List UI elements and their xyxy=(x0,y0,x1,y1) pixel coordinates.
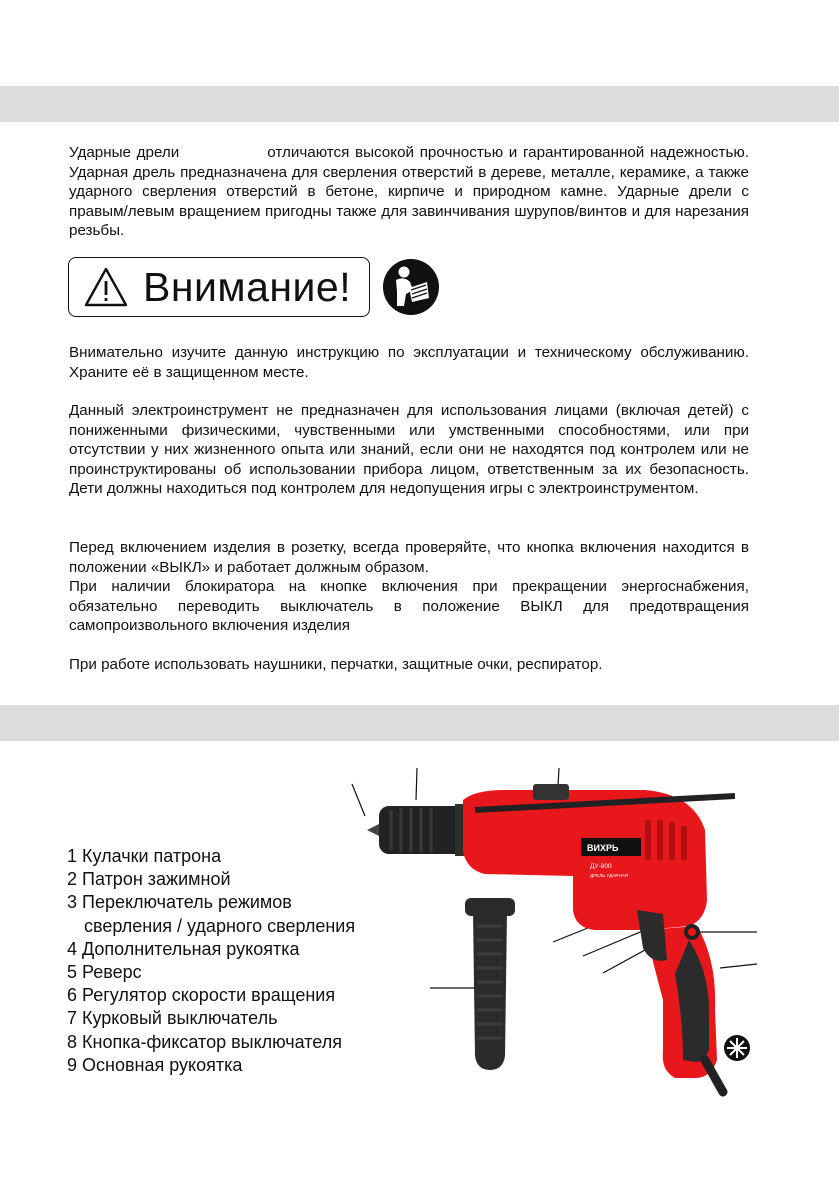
warning-banner xyxy=(68,257,370,317)
warning-label: Внимание! xyxy=(143,264,352,310)
read-manual-icon xyxy=(382,258,440,316)
leader-line xyxy=(720,964,757,968)
parts-list-item: 9 Основная рукоятка xyxy=(67,1054,243,1075)
leader-line xyxy=(583,930,645,956)
parts-list-item: 8 Кнопка-фиксатор выключателя xyxy=(67,1031,342,1052)
section-header-bar-bottom xyxy=(0,705,839,741)
parts-list-item: 1 Кулачки патрона xyxy=(67,846,222,866)
parts-list-item: 4 Дополнительная рукоятка xyxy=(67,938,300,959)
parts-list xyxy=(67,845,355,1077)
parts-list-item: 5 Реверс xyxy=(67,962,142,983)
intro-prefix: Ударные дрели xyxy=(69,144,180,161)
warning-triangle-icon xyxy=(83,266,129,308)
intro-rest: отличаются высокой прочностью и гарантированной надежностью. Ударная дрель предназначена для сверления отверстий в дереве, металле, керамике, а также ударного сверления отверстий в бетоне, кирпиче и природном камне. Ударные дрели с правым/левым вращением пригодны также для завинчивания шурупов/винтов и для нарезания резьбы. xyxy=(69,144,750,240)
lock-button-paragraph: При наличии блокиратора на кнопке включения при прекращении энергоснабжения, обязательно переводить выключатель в положение ВЫКЛ для предотвращения самопроизвольного включения изделия xyxy=(69,578,749,635)
ppe-paragraph: При работе использовать наушники, перчатки, защитные очки, респиратор. xyxy=(69,656,603,673)
parts-list-item: 3 Переключатель режимов xyxy=(67,892,292,913)
section-header-bar-top xyxy=(0,86,839,122)
model-sub-label: ДРЕЛЬ УДАРНАЯ xyxy=(590,873,629,878)
parts-list-item-continuation: сверления / ударного сверления xyxy=(84,915,356,936)
children-safety-paragraph: Данный электроинструмент не предназначен для использования лицами (включая детей) с пониженными физическими, чувственными или умственными способностями, или при отсутствии у них жизненного опыта или знаний, если они не находятся под контролем или не проинструктированы об использовании прибора лицом, ответственным за их безопасность. Дети должны находиться под контролем для недопущения игры с электроинструментом. xyxy=(69,402,749,498)
leader-line xyxy=(603,950,645,973)
parts-list-item: 6 Регулятор скорости вращения xyxy=(67,985,336,1006)
parts-list-item: 7 Курковый выключатель xyxy=(67,1008,278,1029)
switch-off-paragraph: Перед включением изделия в розетку, всегда проверяйте, что кнопка включения находится в положении «ВЫКЛ» и работает должным образом. xyxy=(69,539,749,576)
intro-paragraph xyxy=(69,143,749,241)
trigger-switch xyxy=(637,910,667,961)
leader-line xyxy=(558,768,559,786)
drill-illustration xyxy=(345,760,765,1100)
mode-switch xyxy=(533,784,569,800)
side-handle xyxy=(473,912,507,1070)
brand-label: ВИХРЬ xyxy=(587,843,619,853)
model-label: ДУ-800 xyxy=(590,863,612,870)
read-manual-paragraph: Внимательно изучите данную инструкцию по эксплуатации и техническому обслуживанию. Храните её в защищенном месте. xyxy=(69,344,749,381)
parts-list-item: 2 Патрон зажимной xyxy=(67,869,231,890)
chuck-jaws xyxy=(367,824,379,836)
leader-line xyxy=(416,768,417,800)
leader-line xyxy=(352,784,365,816)
